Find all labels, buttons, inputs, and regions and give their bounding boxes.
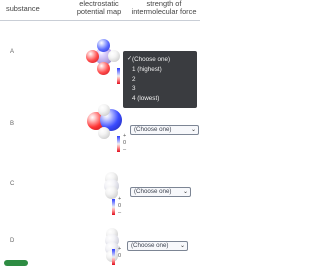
strength-select-d[interactable] [127, 241, 188, 251]
dropdown-option-3[interactable]: 3 [132, 85, 136, 92]
potential-legend-a [117, 68, 120, 84]
molecule-c [99, 172, 123, 198]
select-value-d: (Choose one) [131, 242, 169, 249]
legend-plus-b: + [123, 133, 127, 139]
row-label-c: C [10, 181, 15, 187]
strength-select-c[interactable] [130, 187, 191, 197]
row-label-d: D [10, 238, 15, 244]
dropdown-option-2[interactable]: 2 [132, 76, 136, 83]
header-divider [0, 20, 200, 21]
potential-legend-c [112, 199, 115, 215]
strength-dropdown-a-open[interactable] [123, 51, 197, 108]
checkmark-icon: ✓ [127, 56, 133, 62]
row-label-b: B [10, 121, 15, 127]
legend-plus-d: + [118, 246, 122, 252]
select-value-b: (Choose one) [134, 126, 172, 133]
select-value-c: (Choose one) [134, 188, 172, 195]
potential-legend-d [112, 249, 115, 265]
strength-select-b[interactable] [130, 125, 199, 135]
header-strength-intermolecular-force: strength of intermolecular force [131, 0, 197, 16]
bottom-action-button[interactable] [4, 260, 28, 266]
legend-zero-d: 0 [118, 253, 122, 259]
header-substance: substance [6, 4, 40, 13]
header-electrostatic-potential-map: electrostatic potential map [76, 0, 122, 16]
dropdown-option-1[interactable]: 1 (highest) [132, 66, 162, 73]
molecule-a [88, 37, 122, 71]
legend-zero-c: 0 [118, 203, 122, 209]
chevron-down-icon: ⌄ [182, 189, 188, 195]
legend-minus-c: – [118, 210, 122, 216]
legend-plus-c: + [118, 196, 122, 202]
chevron-down-icon: ⌄ [179, 243, 185, 249]
row-label-a: A [10, 49, 15, 55]
chevron-down-icon: ⌄ [190, 127, 196, 133]
dropdown-option-choose-one[interactable]: (Choose one) [132, 56, 171, 63]
potential-legend-b [117, 136, 120, 152]
legend-minus-b: – [123, 147, 127, 153]
legend-zero-b: 0 [123, 140, 127, 146]
dropdown-option-4[interactable]: 4 (lowest) [132, 95, 160, 102]
